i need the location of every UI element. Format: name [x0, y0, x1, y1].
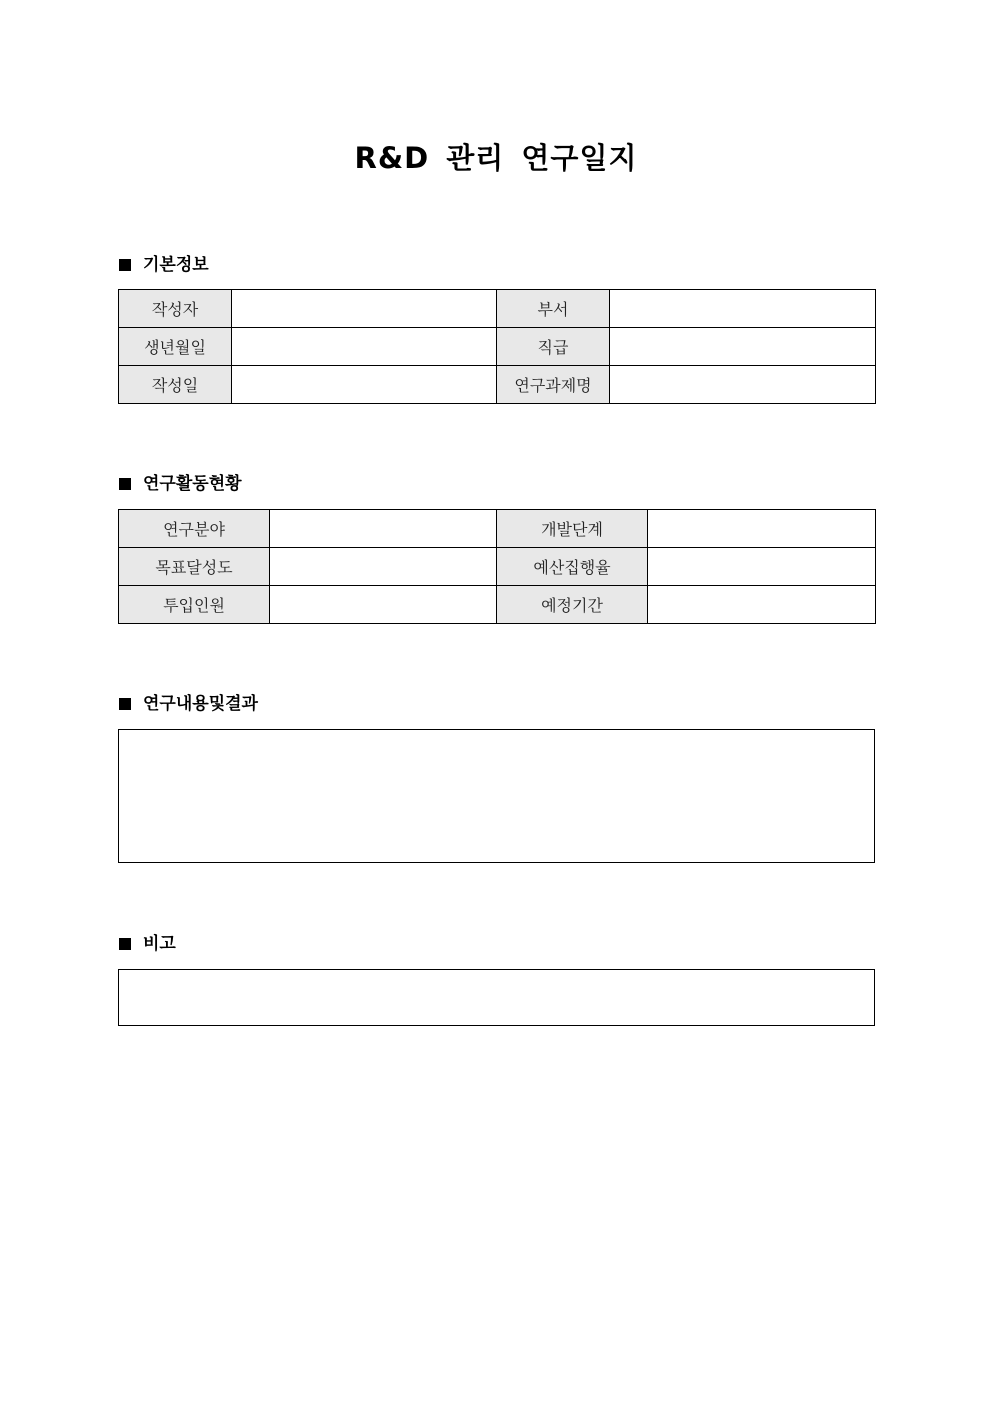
field-department[interactable]: [610, 290, 876, 328]
square-bullet-icon: [119, 478, 131, 490]
table-row: [119, 328, 876, 366]
square-bullet-icon: [119, 259, 131, 271]
label-project-name: 연구과제명: [497, 366, 610, 404]
field-budget-execution[interactable]: [648, 548, 876, 586]
label-department: 부서: [497, 290, 610, 328]
field-planned-period[interactable]: [648, 586, 876, 624]
field-position[interactable]: [610, 328, 876, 366]
label-date-written: 작성일: [119, 366, 232, 404]
table-row: [119, 366, 876, 404]
section-heading-basic: [119, 253, 209, 277]
section-heading-content-label: 연구내용및결과: [143, 694, 258, 714]
table-row: [119, 290, 876, 328]
table-row: [119, 510, 876, 548]
table-row: [119, 548, 876, 586]
label-goal-achievement: 목표달성도: [119, 548, 270, 586]
field-personnel[interactable]: [270, 586, 497, 624]
section-heading-activity: [119, 472, 242, 496]
remarks-box[interactable]: [118, 969, 875, 1026]
field-research-field[interactable]: [270, 510, 497, 548]
page-title: R&D 관리 연구일지: [354, 141, 638, 175]
field-author[interactable]: [232, 290, 497, 328]
table-row: [119, 586, 876, 624]
section-heading-remarks: [119, 932, 176, 956]
label-author: 작성자: [119, 290, 232, 328]
label-position: 직급: [497, 328, 610, 366]
field-goal-achievement[interactable]: [270, 548, 497, 586]
section-heading-activity-label: 연구활동현황: [143, 474, 242, 494]
activity-table: [118, 509, 876, 624]
research-content-box[interactable]: [118, 729, 875, 863]
basic-info-table: [118, 289, 876, 404]
field-birthdate[interactable]: [232, 328, 497, 366]
section-heading-basic-label: 기본정보: [143, 255, 209, 275]
section-heading-remarks-label: 비고: [143, 934, 176, 954]
field-project-name[interactable]: [610, 366, 876, 404]
section-heading-content: [119, 692, 258, 716]
field-dev-stage[interactable]: [648, 510, 876, 548]
square-bullet-icon: [119, 938, 131, 950]
label-birthdate: 생년월일: [119, 328, 232, 366]
label-dev-stage: 개발단계: [497, 510, 648, 548]
label-planned-period: 예정기간: [497, 586, 648, 624]
label-research-field: 연구분야: [119, 510, 270, 548]
label-budget-execution: 예산집행율: [497, 548, 648, 586]
square-bullet-icon: [119, 698, 131, 710]
field-date-written[interactable]: [232, 366, 497, 404]
label-personnel: 투입인원: [119, 586, 270, 624]
